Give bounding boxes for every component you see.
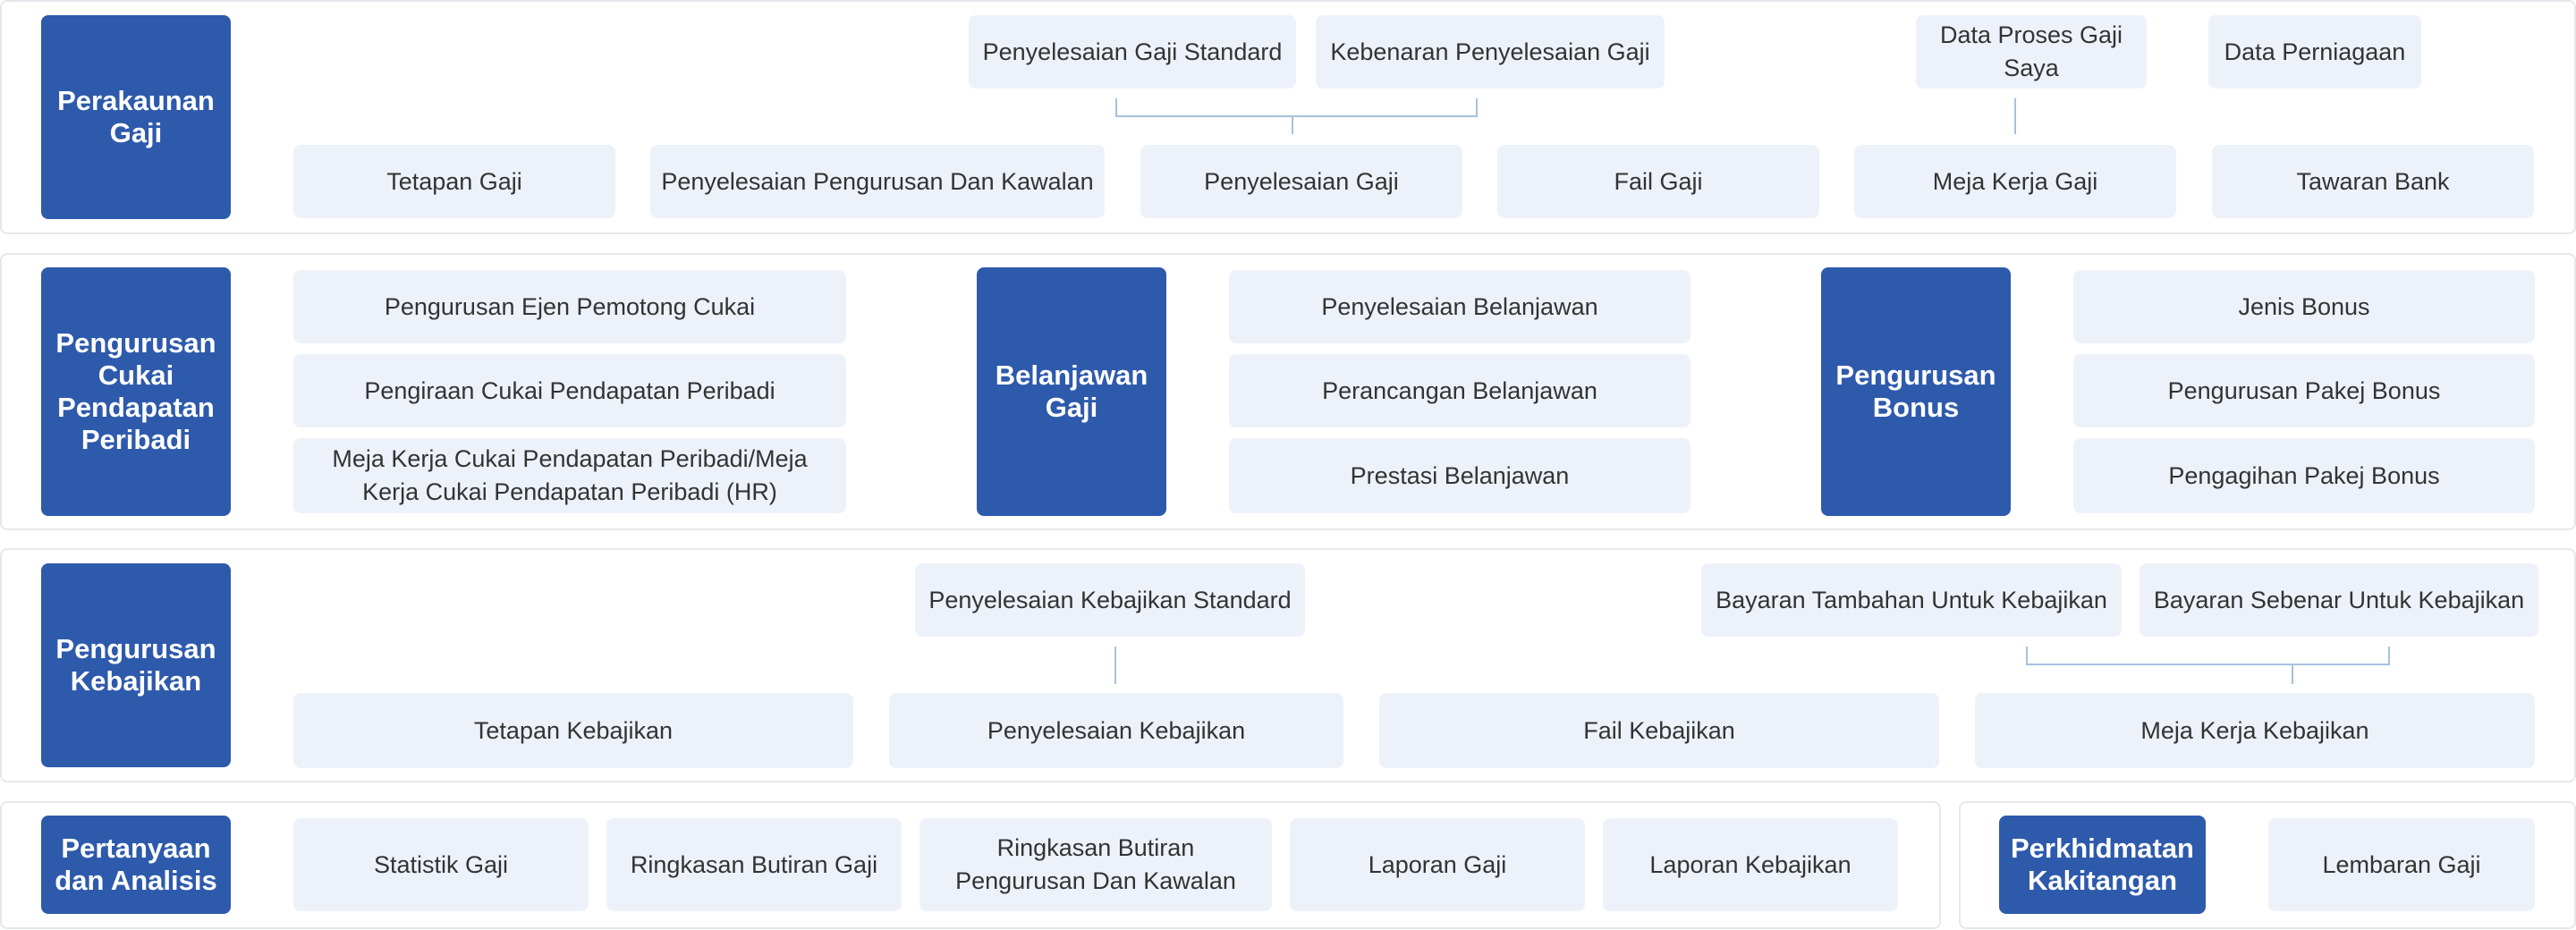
connector-line <box>2026 647 2028 664</box>
pengurusan-ejen-pemotong-cukai-box[interactable]: Pengurusan Ejen Pemotong Cukai <box>293 270 846 343</box>
penyelesaian-gaji-box[interactable]: Penyelesaian Gaji <box>1140 145 1462 218</box>
meja-kerja-cukai-box[interactable]: Meja Kerja Cukai Pendapatan Peribadi/Meja Kerja Cukai Pendapatan Peribadi (HR) <box>293 438 846 513</box>
penyelesaian-belanjawan-box[interactable]: Penyelesaian Belanjawan <box>1229 270 1690 343</box>
bayaran-tambahan-kebajikan-box[interactable]: Bayaran Tambahan Untuk Kebajikan <box>1701 563 2122 637</box>
tetapan-gaji-box[interactable]: Tetapan Gaji <box>293 145 615 218</box>
kebenaran-penyelesaian-gaji-box[interactable]: Kebenaran Penyelesaian Gaji <box>1316 15 1665 89</box>
tetapan-kebajikan-box[interactable]: Tetapan Kebajikan <box>293 693 853 768</box>
laporan-kebajikan-box[interactable]: Laporan Kebajikan <box>1603 818 1898 911</box>
perakaunan-gaji-header[interactable]: Perakaunan Gaji <box>41 15 231 219</box>
pengurusan-cukai-header[interactable]: Pengurusan Cukai Pendapatan Peribadi <box>41 267 231 516</box>
bayaran-sebenar-kebajikan-box[interactable]: Bayaran Sebenar Untuk Kebajikan <box>2140 563 2538 637</box>
perkhidmatan-kakitangan-header[interactable]: Perkhidmatan Kakitangan <box>1999 816 2206 914</box>
connector-line <box>2026 664 2390 665</box>
connector-line <box>2388 647 2390 664</box>
connector-line <box>1114 647 1116 684</box>
statistik-gaji-box[interactable]: Statistik Gaji <box>293 818 589 911</box>
laporan-gaji-box[interactable]: Laporan Gaji <box>1290 818 1585 911</box>
pengiraan-cukai-pendapatan-box[interactable]: Pengiraan Cukai Pendapatan Peribadi <box>293 354 846 427</box>
data-perniagaan-box[interactable]: Data Perniagaan <box>2208 15 2421 89</box>
meja-kerja-gaji-box[interactable]: Meja Kerja Gaji <box>1854 145 2176 218</box>
tawaran-bank-box[interactable]: Tawaran Bank <box>2212 145 2534 218</box>
penyelesaian-kebajikan-standard-box[interactable]: Penyelesaian Kebajikan Standard <box>915 563 1305 637</box>
ringkasan-butiran-gaji-box[interactable]: Ringkasan Butiran Gaji <box>606 818 902 911</box>
connector-line <box>1292 116 1293 134</box>
connector-line <box>1115 98 1117 116</box>
prestasi-belanjawan-box[interactable]: Prestasi Belanjawan <box>1229 438 1690 513</box>
meja-kerja-kebajikan-box[interactable]: Meja Kerja Kebajikan <box>1975 693 2535 768</box>
pengurusan-bonus-header[interactable]: Pengurusan Bonus <box>1821 267 2011 516</box>
pengurusan-kebajikan-header[interactable]: Pengurusan Kebajikan <box>41 563 231 767</box>
penyelesaian-pengurusan-kawalan-box[interactable]: Penyelesaian Pengurusan Dan Kawalan <box>650 145 1105 218</box>
penyelesaian-gaji-standard-box[interactable]: Penyelesaian Gaji Standard <box>969 15 1296 89</box>
connector-line <box>1115 115 1478 117</box>
ringkasan-butiran-pengurusan-kawalan-box[interactable]: Ringkasan Butiran Pengurusan Dan Kawalan <box>919 818 1272 911</box>
fail-gaji-box[interactable]: Fail Gaji <box>1497 145 1819 218</box>
belanjawan-gaji-header[interactable]: Belanjawan Gaji <box>977 267 1166 516</box>
penyelesaian-kebajikan-box[interactable]: Penyelesaian Kebajikan <box>889 693 1343 768</box>
pengagihan-pakej-bonus-box[interactable]: Pengagihan Pakej Bonus <box>2073 438 2535 513</box>
connector-line <box>2292 664 2293 684</box>
perancangan-belanjawan-box[interactable]: Perancangan Belanjawan <box>1229 354 1690 427</box>
connector-line <box>2014 98 2016 134</box>
pertanyaan-analisis-header[interactable]: Pertanyaan dan Analisis <box>41 816 231 914</box>
connector-line <box>1476 98 1478 116</box>
fail-kebajikan-box[interactable]: Fail Kebajikan <box>1379 693 1939 768</box>
lembaran-gaji-box[interactable]: Lembaran Gaji <box>2268 818 2535 911</box>
data-proses-gaji-saya-box[interactable]: Data Proses Gaji Saya <box>1916 15 2147 89</box>
jenis-bonus-box[interactable]: Jenis Bonus <box>2073 270 2535 343</box>
pengurusan-pakej-bonus-box[interactable]: Pengurusan Pakej Bonus <box>2073 354 2535 427</box>
